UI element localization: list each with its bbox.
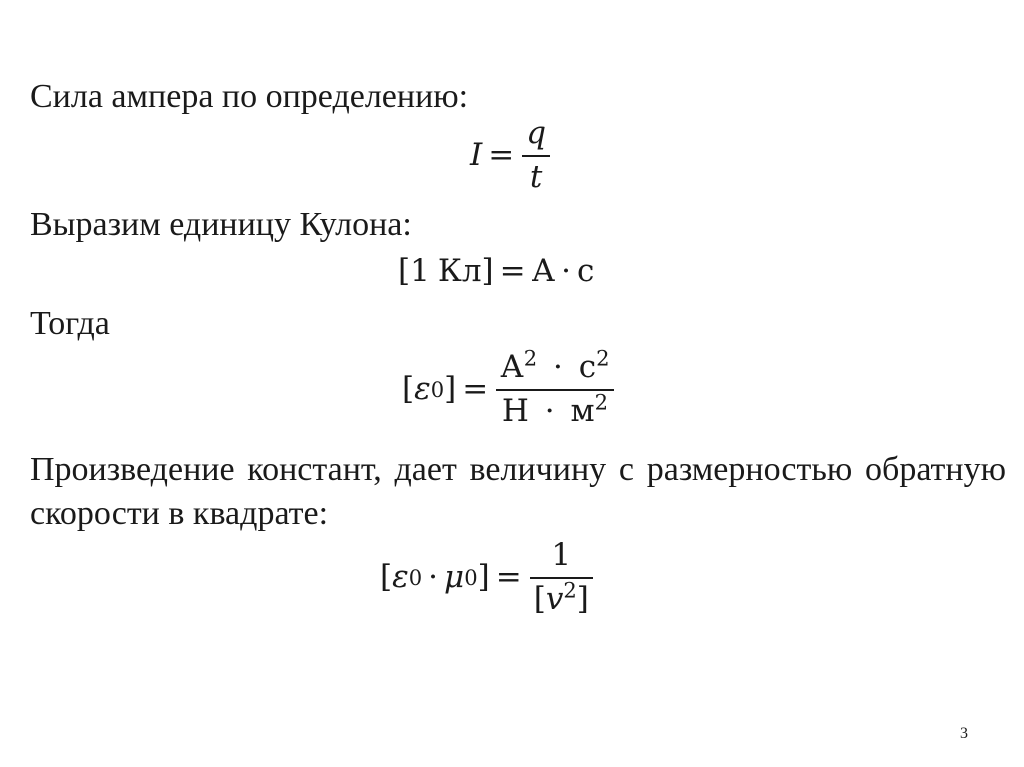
left-bracket: [	[533, 580, 546, 617]
fraction-denominator	[530, 577, 593, 618]
mu-symbol: μ	[444, 559, 465, 596]
second-exponent: 2	[596, 345, 610, 371]
one-value: 1	[410, 253, 430, 289]
charge-over-time-fraction	[522, 116, 550, 195]
inverse-velocity-fraction	[530, 538, 593, 617]
fraction-denominator	[498, 389, 612, 430]
page-number: 3	[960, 725, 968, 742]
fraction-bar	[530, 577, 593, 579]
coulomb-unit: Кл	[437, 253, 482, 289]
right-bracket: ]	[576, 580, 589, 617]
multiply-dot: ·	[553, 349, 563, 385]
right-bracket: ]	[481, 253, 494, 289]
meter-unit: м	[570, 392, 595, 429]
units-fraction	[496, 345, 613, 429]
newton-unit: Н	[501, 392, 529, 429]
multiply-dot: ·	[561, 253, 571, 289]
fraction-numerator	[496, 345, 613, 386]
second-unit: с	[576, 253, 595, 289]
equals-sign: =	[495, 559, 522, 596]
left-bracket: [	[402, 371, 415, 408]
epsilon-symbol: ε	[392, 559, 409, 596]
equals-sign: =	[499, 253, 526, 289]
charge-symbol: q	[526, 115, 547, 151]
constants-product-text: Произведение констант, дает величину с размерностью обратную скорости в квадрате:	[30, 451, 1006, 532]
left-bracket: [	[398, 253, 411, 289]
ampere-definition-text: Сила ампера по определению:	[30, 78, 469, 115]
equals-sign: =	[462, 371, 489, 408]
epsilon-symbol: ε	[414, 371, 431, 408]
multiply-dot: ·	[428, 559, 439, 596]
constants-product-formula: [ ε 0 · μ 0 ] = $\frac{1}{[v^2]}$	[380, 538, 595, 617]
permittivity-units-formula: [ ε 0 ] = $\frac{А^2 \cdot с^2}{Н \cdot м^2}$	[402, 350, 616, 429]
meter-exponent: 2	[594, 389, 608, 415]
fraction-bar	[522, 155, 550, 157]
equals-sign: =	[488, 137, 515, 174]
ampere-unit: А	[531, 253, 556, 289]
coulomb-unit-text: Выразим единицу Кулона:	[30, 206, 412, 243]
ampere-exponent: 2	[523, 345, 538, 371]
time-symbol: t	[529, 158, 543, 195]
right-bracket: ]	[477, 559, 490, 596]
left-bracket: [	[380, 559, 393, 596]
current-formula	[470, 116, 552, 195]
fraction-numerator: 1	[551, 537, 572, 573]
multiply-dot: ·	[544, 392, 555, 429]
second-unit: с	[578, 349, 597, 385]
right-bracket: ]	[444, 371, 457, 408]
coulomb-formula	[398, 253, 595, 289]
current-symbol: I	[470, 137, 483, 174]
velocity-symbol: v	[545, 580, 564, 617]
ampere-unit: А	[500, 349, 524, 385]
velocity-exponent: 2	[563, 577, 577, 603]
then-text: Тогда	[30, 305, 110, 342]
